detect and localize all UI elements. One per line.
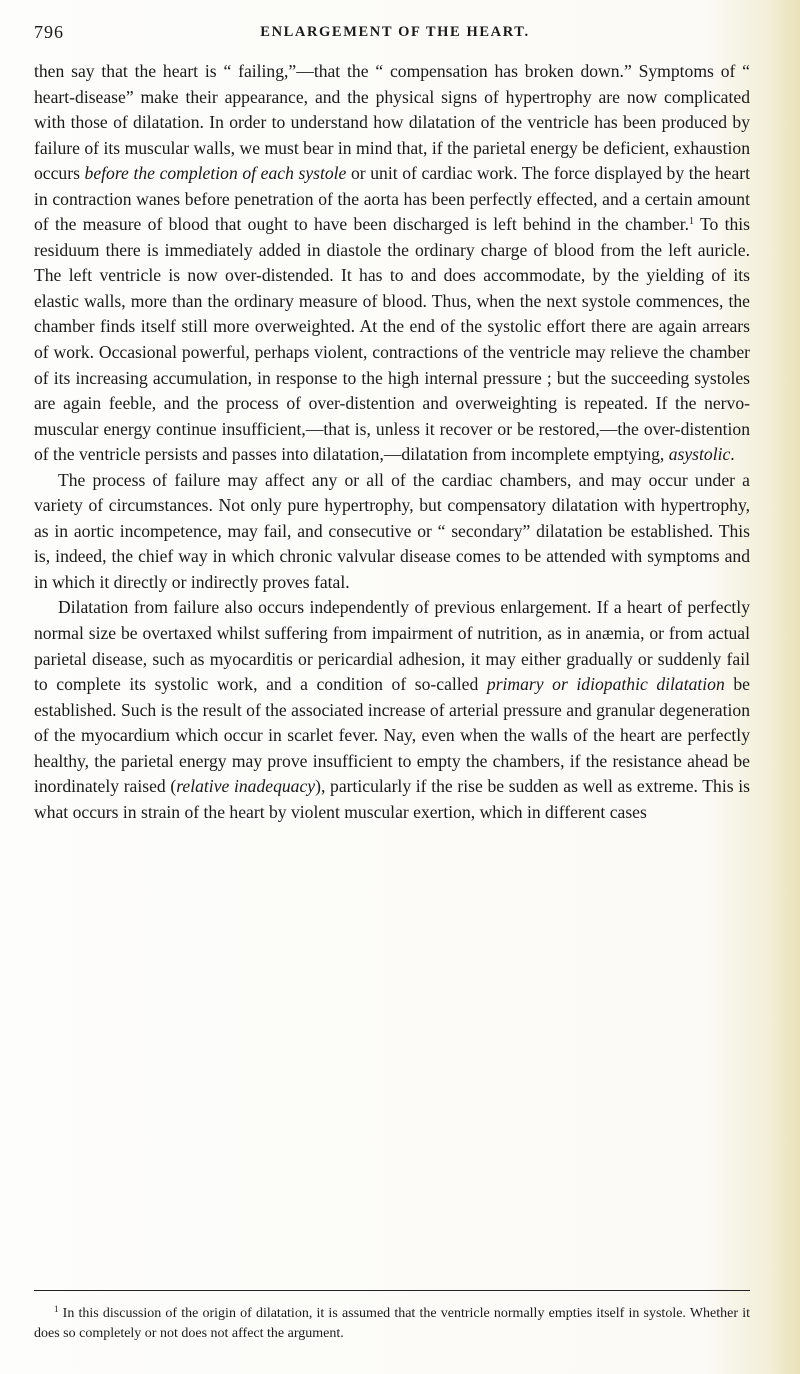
page-number: 796 [34,22,64,42]
footnote-marker: 1 [54,1304,59,1314]
page-header [34,22,756,46]
footnote-reference[interactable]: 1 [688,216,694,228]
footnote [34,1304,750,1343]
emphasis-text: primary or idiopathic dilatation [486,674,725,695]
emphasis-text: asystolic [668,444,731,465]
emphasis-text: relative inadequacy [176,776,316,797]
footnote-divider [34,1290,750,1291]
body-text [34,59,750,825]
running-head: ENLARGEMENT OF THE HEART. [260,24,530,40]
paragraph-1: then say that the heart is “ failing,”—that the “ compensation has broken down.” Symptoms of “ heart-disease” make their appearance, and the physical signs of hypertrophy are now complicated with those of dilatation. In order to understand how dilatation of the ventricle has been produced by failure of its muscular walls, we must bear in mind that, if the parietal energy be deficient, exhaustion occurs before the completion of each systole or unit of cardiac work. The force displayed by the heart in contraction wanes before penetration of the aorta has been perfectly effected, and a certain amount of the measure of blood that ought to have been discharged is left behind in the chamber.$^1$ To this residuum there is immediately added in diastole the ordinary charge of blood from the left auricle. The left ventricle is now over-distended. It has to and does accommodate, by the yielding of its elastic walls, more than the ordinary measure of blood. Thus, when the next systole commences, the chamber finds itself still more overweighted. At the end of the systolic effort there are again arrears of work. Occasional powerful, perhaps violent, contractions of the ventricle may relieve the chamber of its increasing accumulation, in response to the high internal pressure ; but the succeeding systoles are again feeble, and the process of over-distention and overweighting is repeated. If the nervo-muscular energy continue insufficient,—that is, unless it recover or be restored,—the over-distention of the ventricle persists and passes into dilatation,—dilatation from incomplete emptying, asystolic. [34,61,751,465]
paragraph-3: Dilatation from failure also occurs independently of previous enlargement. If a heart of perfectly normal size be overtaxed whilst suffering from impairment of nutrition, as in anæmia, or from actual parietal disease, such as myocarditis or pericardial adhesion, it may either gradually or suddenly fail to complete its systolic work, and a condition of so-called primary or idiopathic dilatation be established. Such is the result of the associated increase of arterial pressure and granular degeneration of the myocardium which occur in scarlet fever. Nay, even when the walls of the heart are perfectly healthy, the parietal energy may prove insufficient to empty the chambers, if the resistance ahead be inordinately raised (relative inadequacy), particularly if the rise be sudden as well as extreme. This is what occurs in strain of the heart by violent muscular exertion, which in different cases [34,597,750,822]
footnote-text: In this discussion of the origin of dilatation, it is assumed that the ventricle normally empties itself in systole. Whether it does so completely or not does not affect the argument. [34,1306,750,1341]
paragraph-2: The process of failure may affect any or all of the cardiac chambers, and may occur under a variety of circumstances. Not only pure hypertrophy, but compensatory dilatation with hypertrophy, as in aortic incompetence, may fail, and consecutive or “ secondary” dilatation be established. This is, indeed, the chief way in which chronic valvular disease comes to be attended with symptoms and in which it directly or indirectly proves fatal. [34,469,750,592]
emphasis-text: before the completion of each systole [84,163,347,184]
